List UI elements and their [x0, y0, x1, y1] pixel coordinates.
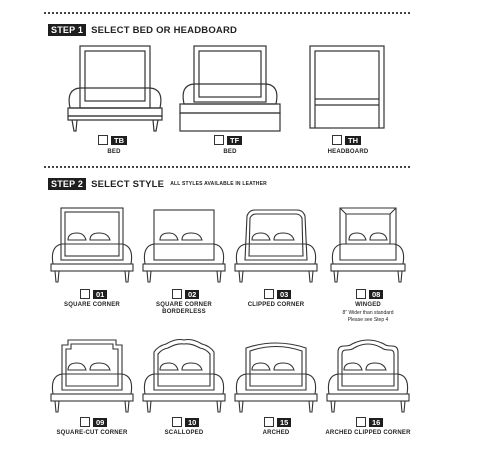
bed-tf-icon: [174, 42, 286, 134]
bed-tb-icon: [58, 42, 170, 134]
style-03-option[interactable]: [228, 204, 324, 324]
style-16-option[interactable]: [320, 334, 420, 444]
style-08-label: WINGED: [355, 302, 381, 308]
bed-tb-code: TB: [111, 136, 127, 145]
square-corner-bed-icon: [44, 204, 140, 284]
style-16-code: 16: [369, 418, 383, 427]
square-cut-corner-bed-icon: [44, 334, 140, 414]
style-15-label: ARCHED: [262, 430, 290, 436]
style-03-checkbox[interactable]: [264, 289, 274, 299]
step2-header: [48, 178, 267, 190]
style-10-label: SCALLOPED: [164, 430, 204, 436]
scalloped-bed-icon: [136, 334, 232, 414]
style-02-label: SQUARE CORNER: [156, 302, 212, 308]
bed-tf-checkbox[interactable]: [214, 135, 224, 145]
style-10-checkbox[interactable]: [172, 417, 182, 427]
style-02-label-line2: BORDERLESS: [162, 309, 206, 315]
headboard-th-label: HEADBOARD: [327, 149, 369, 155]
step1-header: [48, 24, 237, 36]
style-01-code: 01: [93, 290, 107, 299]
style-09-option[interactable]: [44, 334, 140, 444]
style-02-checkbox[interactable]: [172, 289, 182, 299]
bed-tb-checkbox[interactable]: [98, 135, 108, 145]
clipped-corner-bed-icon: [228, 204, 324, 284]
style-15-checkbox[interactable]: [264, 417, 274, 427]
bed-tf-option[interactable]: [174, 42, 286, 158]
style-15-option[interactable]: [228, 334, 324, 444]
style-09-label: SQUARE-CUT CORNER: [56, 430, 128, 436]
headboard-th-option[interactable]: [292, 42, 404, 158]
winged-bed-icon: [320, 204, 416, 284]
style-08-note-step4: Please see Step 4: [347, 317, 389, 323]
step2-note: ALL STYLES AVAILABLE IN LEATHER: [170, 181, 267, 187]
style-15-code: 15: [277, 418, 291, 427]
bed-tb-option[interactable]: [58, 42, 170, 158]
middle-divider: [44, 166, 410, 168]
style-03-label: CLIPPED CORNER: [247, 302, 305, 308]
step1-badge: STEP 1: [48, 24, 86, 36]
style-02-option[interactable]: [136, 204, 232, 324]
headboard-th-code: TH: [345, 136, 361, 145]
arched-clipped-corner-bed-icon: [320, 334, 416, 414]
step2-badge: STEP 2: [48, 178, 86, 190]
top-divider: [44, 12, 410, 14]
style-01-checkbox[interactable]: [80, 289, 90, 299]
style-09-checkbox[interactable]: [80, 417, 90, 427]
style-08-note-wider: 8" Wider than standard: [342, 310, 394, 316]
style-16-label: ARCHED CLIPPED CORNER: [325, 430, 411, 436]
style-08-checkbox[interactable]: [356, 289, 366, 299]
style-02-code: 02: [185, 290, 199, 299]
headboard-th-checkbox[interactable]: [332, 135, 342, 145]
style-01-label: SQUARE CORNER: [64, 302, 120, 308]
style-10-code: 10: [185, 418, 199, 427]
step2-title: SELECT STYLE: [91, 178, 165, 190]
bed-tf-code: TF: [227, 136, 242, 145]
arched-bed-icon: [228, 334, 324, 414]
headboard-th-icon: [292, 42, 404, 134]
square-corner-borderless-bed-icon: [136, 204, 232, 284]
style-08-code: 08: [369, 290, 383, 299]
style-10-option[interactable]: [136, 334, 232, 444]
style-03-code: 03: [277, 290, 291, 299]
style-16-checkbox[interactable]: [356, 417, 366, 427]
bed-tb-label: BED: [107, 149, 121, 155]
bed-tf-label: BED: [223, 149, 237, 155]
style-01-option[interactable]: [44, 204, 140, 324]
style-08-option[interactable]: [320, 204, 416, 329]
style-09-code: 09: [93, 418, 107, 427]
step1-title: SELECT BED OR HEADBOARD: [91, 24, 238, 36]
